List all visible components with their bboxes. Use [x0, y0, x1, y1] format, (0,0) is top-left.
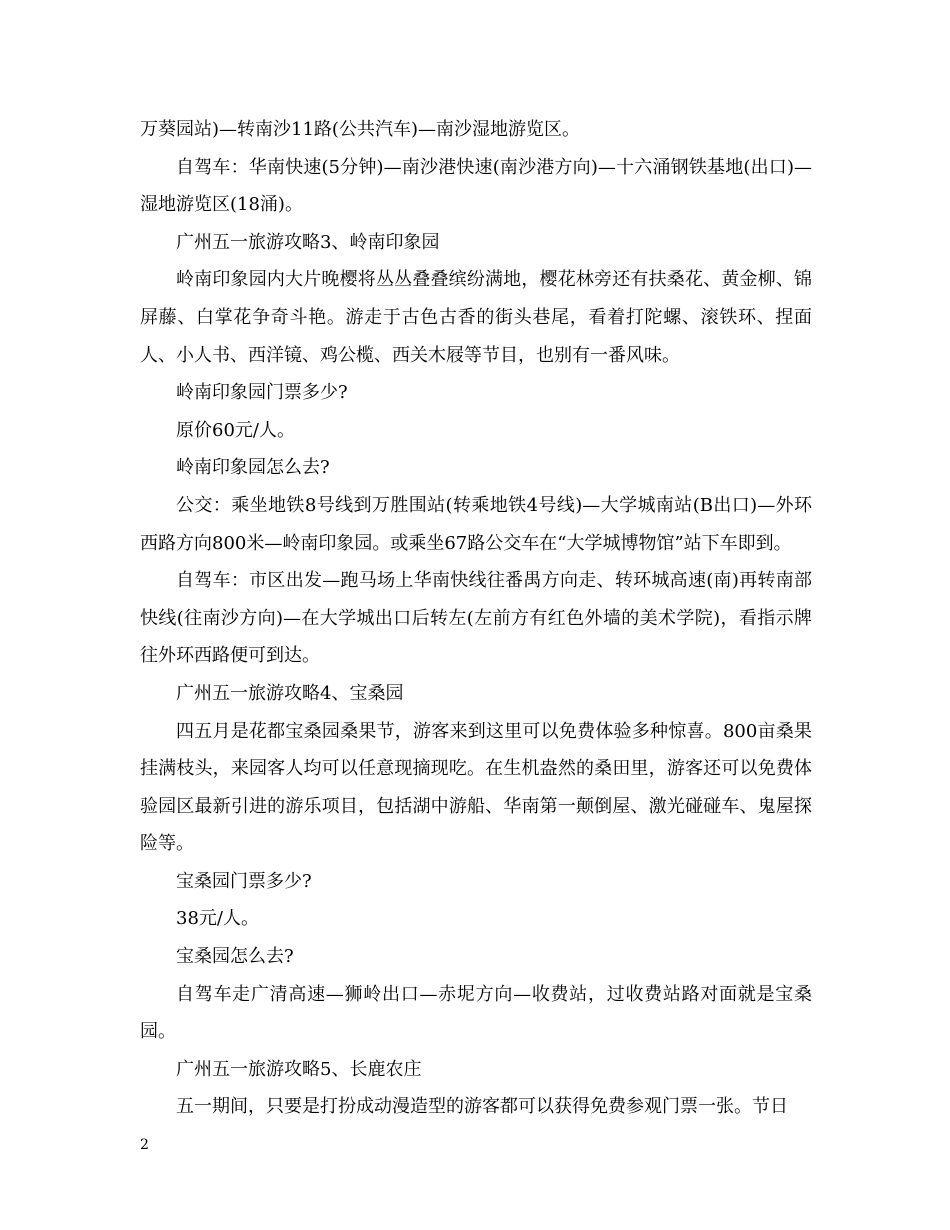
paragraph: 公交：乘坐地铁8号线到万胜围站(转乘地铁4号线)—大学城南站(B出口)—外环西路方向800米—岭南印象园。或乘坐67路公交车在“大学城博物馆”站下车即到。	[140, 494, 812, 554]
page-number: 2	[140, 1137, 149, 1153]
paragraph: 万葵园站)—转南沙11路(公共汽车)—南沙湿地游览区。	[140, 119, 580, 140]
question: 宝桑园门票多少?	[176, 870, 312, 892]
paragraph: 岭南印象园内大片晚樱将丛丛叠叠缤纷满地，樱花林旁还有扶桑花、黄金柳、锦屏藤、白掌花争奇斗艳。游走于古色古香的街头巷尾，看着打陀螺、滚铁环、捏面人、小人书、西洋镜、鸡公榄、西关木屐等节目，也别有一番风味。	[140, 269, 812, 366]
paragraph: 五一期间，只要是打扮成动漫造型的游客都可以获得免费参观门票一张。节日	[176, 1096, 788, 1118]
question: 宝桑园怎么去?	[176, 946, 294, 968]
paragraph: 自驾车走广清高速—狮岭出口—赤坭方向—收费站，过收费站路对面就是宝桑园。	[140, 983, 812, 1043]
question: 岭南印象园门票多少?	[176, 382, 348, 404]
paragraph: 四五月是花都宝桑园桑果节，游客来到这里可以免费体验多种惊喜。800亩桑果挂满枝头，来园客人均可以任意现摘现吃。在生机盎然的桑田里，游客还可以免费体验园区最新引进的游乐项目，包括湖中游船、华南第一颠倒屋、激光碰碰车、鬼屋探险等。	[140, 720, 812, 855]
paragraph: 原价60元/人。	[176, 419, 295, 441]
question: 岭南印象园怎么去?	[176, 457, 330, 479]
section-heading: 广州五一旅游攻略5、长鹿农庄	[176, 1058, 422, 1080]
section-heading: 广州五一旅游攻略4、宝桑园	[176, 682, 404, 704]
paragraph: 38元/人。	[176, 908, 259, 930]
body-text	[140, 111, 812, 1126]
paragraph: 自驾车：华南快速(5分钟)—南沙港快速(南沙港方向)—十六涌钢铁基地(出口)—湿地游览区(18涌)。	[140, 156, 812, 216]
paragraph: 自驾车：市区出发—跑马场上华南快线往番禺方向走、转环城高速(南)再转南部快线(往南沙方向)—在大学城出口后转左(左前方有红色外墙的美术学院)，看指示牌往外环西路便可到达。	[140, 570, 812, 667]
section-heading: 广州五一旅游攻略3、岭南印象园	[176, 231, 440, 253]
